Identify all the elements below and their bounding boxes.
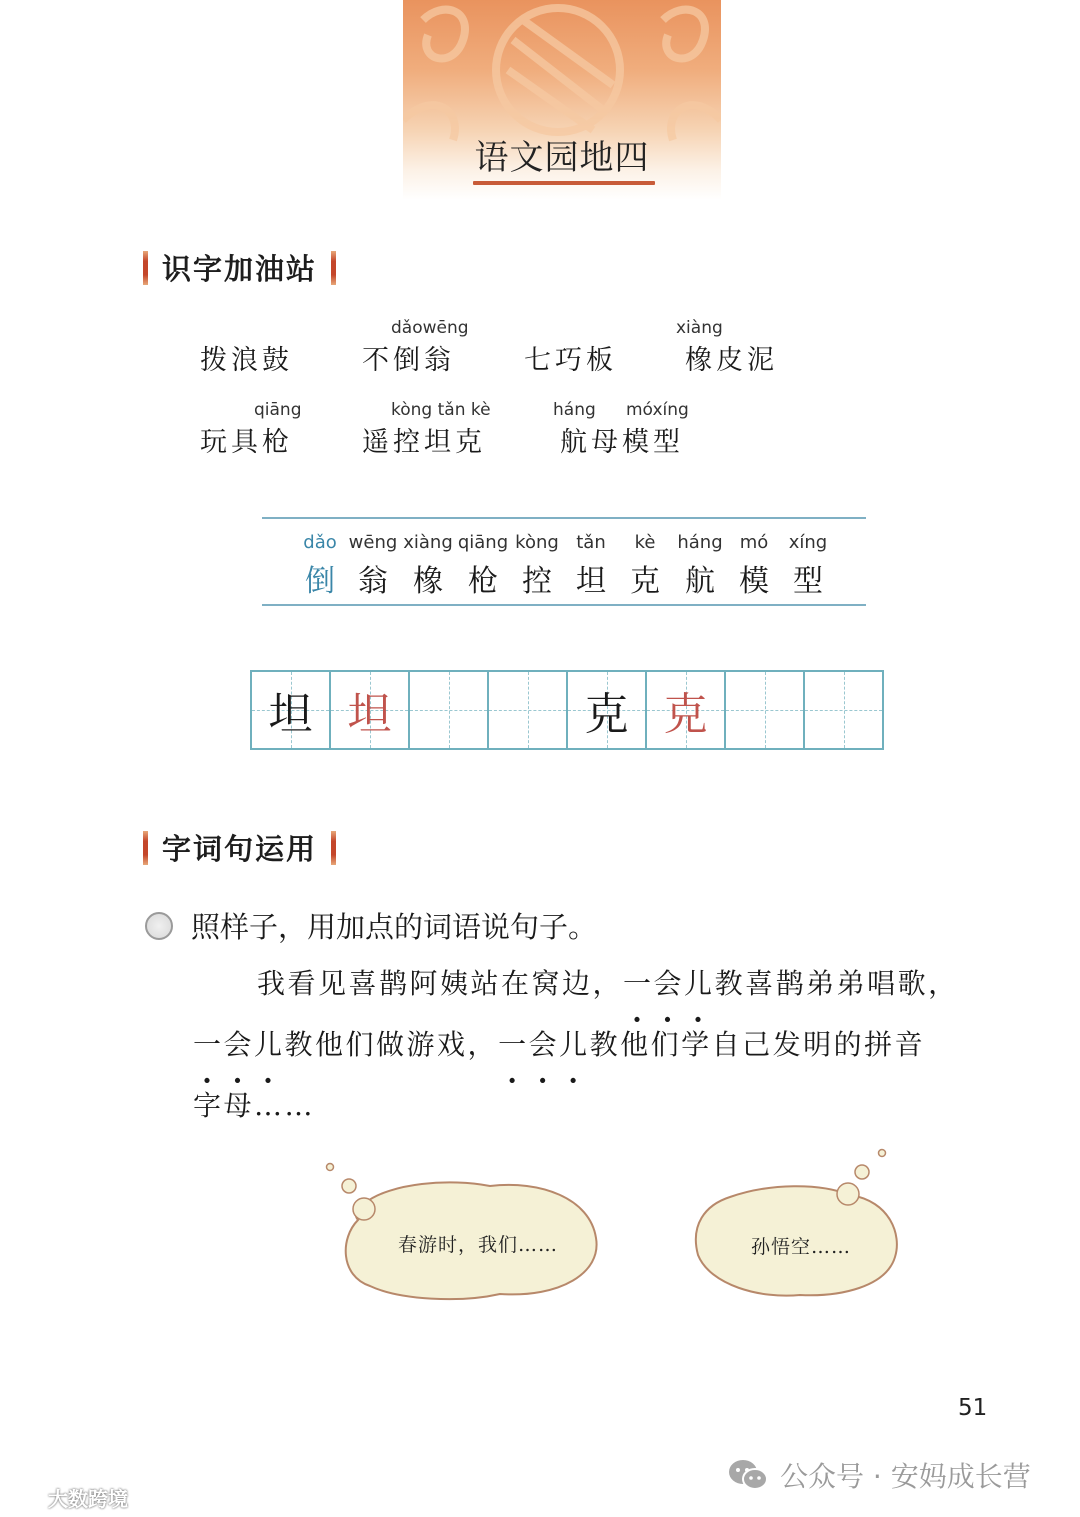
strip-pinyin: dǎo	[303, 532, 337, 553]
vocab-word: 拨浪鼓	[200, 345, 293, 376]
para-text: 教喜鹊弟弟唱歌，	[714, 967, 959, 1000]
para-text: 教他们做游戏，	[284, 1028, 499, 1061]
strip-hanzi: 航	[685, 564, 715, 599]
section-title-literacy	[143, 247, 336, 288]
grid-char: 坦	[268, 689, 313, 740]
watermark-wechat	[728, 1455, 1031, 1495]
section-title-text: 字词句运用	[162, 832, 318, 866]
para-text: 教他们学自己发明的拼音	[589, 1028, 926, 1061]
strip-char	[563, 532, 619, 600]
dotted-word: 一会儿	[623, 967, 715, 1000]
section-title-usage	[143, 827, 336, 868]
strip-hanzi: 橡	[413, 564, 443, 599]
strip-hanzi: 枪	[468, 564, 498, 599]
strip-top-line	[262, 517, 866, 519]
exercise-badge-icon	[145, 912, 173, 940]
prompt-text: 照样子，用加点的词语说句子。	[191, 910, 598, 944]
grid-cell[interactable]	[805, 672, 882, 748]
strip-hanzi: 模	[739, 564, 769, 599]
watermark-brand	[6, 1483, 128, 1512]
grid-char-template: 克	[663, 689, 708, 740]
wechat-icon	[728, 1459, 768, 1491]
example-line-1	[193, 953, 993, 1014]
vocab-pinyin: qiāng	[254, 400, 302, 420]
strip-char	[726, 532, 782, 600]
strip-char	[455, 532, 511, 600]
strip-hanzi: 倒	[305, 564, 335, 599]
grid-cell[interactable]	[331, 672, 410, 748]
vocab-pinyin: móxíng	[626, 400, 689, 420]
grid-cell[interactable]	[489, 672, 568, 748]
vocab-pinyin: kòng tǎn kè	[391, 400, 491, 420]
vocab-word: 七巧板	[524, 345, 617, 376]
strip-pinyin: kè	[634, 532, 656, 553]
chapter-title: 语文园地四	[474, 138, 650, 178]
strip-bottom-line	[262, 604, 866, 606]
grid-cell[interactable]	[568, 672, 647, 748]
section-title-text: 识字加油站	[162, 252, 318, 286]
strip-char	[345, 532, 401, 600]
vocab-word: 玩具枪	[200, 427, 293, 458]
brand-logo-icon	[6, 1487, 48, 1509]
vocab-word: 航母模型	[560, 427, 684, 458]
strip-char	[509, 532, 565, 600]
strip-pinyin: wēng	[348, 532, 398, 553]
strip-pinyin: tǎn	[576, 532, 606, 553]
accent-bar	[331, 251, 336, 285]
grid-char: 克	[584, 689, 629, 740]
vocab-word: 遥控坦克	[362, 427, 486, 458]
bubble-text: 春游时，我们……	[398, 1234, 559, 1256]
strip-char	[780, 532, 836, 600]
strip-pinyin: háng	[677, 532, 723, 553]
strip-hanzi: 翁	[358, 564, 388, 599]
title-underline	[473, 181, 655, 185]
strip-pinyin: xiàng	[403, 532, 453, 553]
example-line-2	[193, 1014, 993, 1075]
page-number: 51	[958, 1395, 988, 1421]
accent-bar	[331, 831, 336, 865]
strip-hanzi: 克	[630, 564, 660, 599]
strip-hanzi: 控	[522, 564, 552, 599]
strip-char	[617, 532, 673, 600]
exercise-prompt	[145, 905, 597, 946]
chapter-banner	[403, 0, 721, 200]
grid-cell[interactable]	[410, 672, 489, 748]
grid-cell[interactable]	[252, 672, 331, 748]
vocab-word: 橡皮泥	[685, 345, 778, 376]
watermark-text: 大数跨境	[48, 1487, 128, 1511]
para-text: 我看见喜鹊阿姨站在窝边，	[257, 967, 624, 1000]
example-line-3: 字母……	[193, 1089, 316, 1122]
bubble-text: 孙悟空……	[751, 1236, 852, 1258]
writing-practice-grid	[250, 670, 884, 750]
accent-bar	[143, 831, 148, 865]
dotted-word: 一会儿	[193, 1028, 285, 1061]
strip-char	[400, 532, 456, 600]
grid-cell[interactable]	[726, 672, 805, 748]
watermark-text: 公众号 · 安妈成长营	[780, 1460, 1031, 1493]
dotted-word: 一会儿	[498, 1028, 590, 1061]
strip-char	[292, 532, 348, 600]
vocab-pinyin: xiàng	[676, 318, 723, 338]
strip-hanzi: 型	[793, 564, 823, 599]
strip-hanzi: 坦	[576, 564, 606, 599]
strip-pinyin: mó	[739, 532, 769, 553]
strip-pinyin: kòng	[515, 532, 559, 553]
accent-bar	[143, 251, 148, 285]
strip-pinyin: qiāng	[457, 532, 509, 553]
vocab-pinyin: háng	[553, 400, 596, 420]
vocab-pinyin: dǎowēng	[391, 318, 469, 338]
grid-char-template: 坦	[347, 689, 392, 740]
thought-bubble-icon	[690, 1145, 905, 1305]
strip-pinyin: xíng	[788, 532, 828, 553]
grid-cell[interactable]	[647, 672, 726, 748]
vocab-word: 不倒翁	[362, 345, 455, 376]
strip-char	[672, 532, 728, 600]
